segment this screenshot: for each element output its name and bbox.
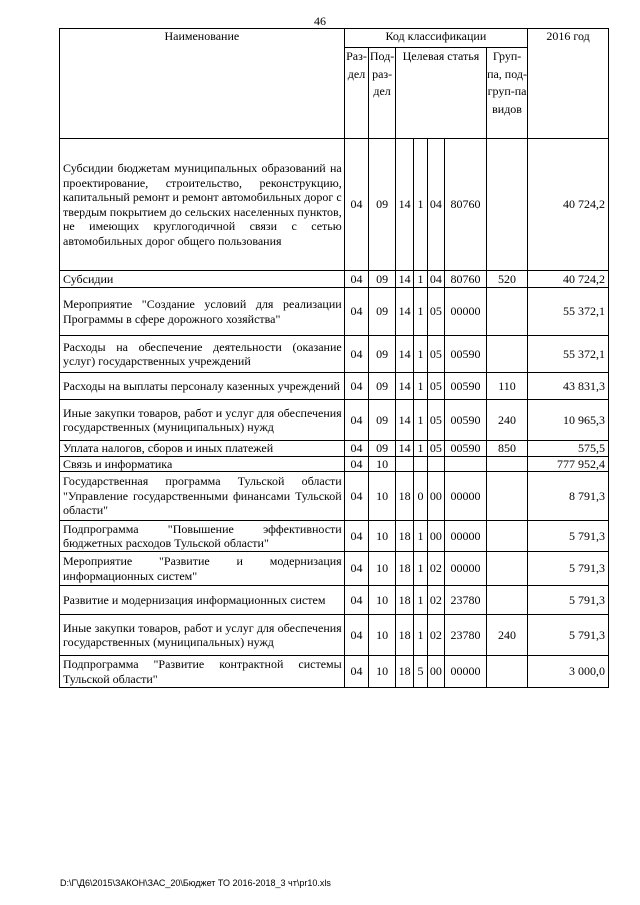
- row-target-program: 14: [395, 441, 413, 457]
- row-target-direction: 00000: [445, 656, 487, 688]
- row-group: [487, 472, 528, 521]
- row-group: [487, 586, 528, 615]
- row-podrazdel: 09: [369, 373, 396, 400]
- row-amount: 5 791,3: [528, 521, 609, 552]
- row-razdel: 04: [344, 373, 369, 400]
- row-razdel: 04: [344, 271, 369, 288]
- row-target-event: 00: [427, 521, 444, 552]
- row-target-program: 14: [395, 400, 413, 441]
- row-target-event: [427, 456, 444, 472]
- row-razdel: 04: [344, 615, 369, 656]
- row-target-direction: 23780: [445, 615, 487, 656]
- row-amount: 43 831,3: [528, 373, 609, 400]
- row-target-subprogram: 1: [414, 373, 427, 400]
- table-row: [60, 288, 609, 336]
- row-target-event: 05: [427, 373, 444, 400]
- row-group: 110: [487, 373, 528, 400]
- row-name: Субсидии бюджетам муниципальных образований на проектирование, строительство, реконструкцию, капитальный ремонт и ремонт автомобильных дорог с твердым покрытием до сельских населенных пунктов, не имеющих круглогодичной связи с сетью автомобильных дорог общего пользования: [60, 139, 345, 271]
- row-amount: 10 965,3: [528, 400, 609, 441]
- row-target-event: 05: [427, 288, 444, 336]
- table-row: [60, 615, 609, 656]
- row-podrazdel: 10: [369, 521, 396, 552]
- row-amount: 40 724,2: [528, 139, 609, 271]
- row-target-direction: 00590: [445, 373, 487, 400]
- row-target-event: 04: [427, 271, 444, 288]
- row-target-program: 14: [395, 271, 413, 288]
- row-target-subprogram: 1: [414, 586, 427, 615]
- row-target-subprogram: 5: [414, 656, 427, 688]
- row-podrazdel: 10: [369, 586, 396, 615]
- table-row: [60, 373, 609, 400]
- row-target-program: 18: [395, 552, 413, 586]
- header-group: Груп-па, под-груп-па видов: [487, 48, 528, 139]
- row-target-subprogram: 1: [414, 271, 427, 288]
- row-razdel: 04: [344, 656, 369, 688]
- row-amount: 575,5: [528, 441, 609, 457]
- row-podrazdel: 10: [369, 615, 396, 656]
- row-podrazdel: 09: [369, 400, 396, 441]
- row-group: [487, 552, 528, 586]
- row-podrazdel: 09: [369, 288, 396, 336]
- row-target-subprogram: 0: [414, 472, 427, 521]
- row-podrazdel: 10: [369, 472, 396, 521]
- row-amount: 40 724,2: [528, 271, 609, 288]
- row-amount: 55 372,1: [528, 336, 609, 373]
- row-target-subprogram: 1: [414, 441, 427, 457]
- row-podrazdel: 10: [369, 456, 396, 472]
- row-group: [487, 336, 528, 373]
- row-amount: 8 791,3: [528, 472, 609, 521]
- row-target-program: 18: [395, 615, 413, 656]
- row-group: 520: [487, 271, 528, 288]
- row-target-program: 18: [395, 472, 413, 521]
- row-razdel: 04: [344, 521, 369, 552]
- row-razdel: 04: [344, 288, 369, 336]
- row-target-event: 05: [427, 400, 444, 441]
- row-target-direction: 80760: [445, 271, 487, 288]
- row-podrazdel: 09: [369, 441, 396, 457]
- row-group: [487, 456, 528, 472]
- row-amount: 5 791,3: [528, 615, 609, 656]
- row-target-subprogram: [414, 456, 427, 472]
- row-name: Мероприятие "Развитие и модернизация информационных систем": [60, 552, 345, 586]
- row-target-event: 04: [427, 139, 444, 271]
- row-group: [487, 656, 528, 688]
- row-podrazdel: 09: [369, 336, 396, 373]
- row-amount: 5 791,3: [528, 586, 609, 615]
- page-number: 46: [314, 14, 326, 28]
- table-row: [60, 400, 609, 441]
- table-row: [60, 441, 609, 457]
- table-row: [60, 271, 609, 288]
- row-target-event: 02: [427, 586, 444, 615]
- table-row: [60, 456, 609, 472]
- row-name: Расходы на обеспечение деятельности (оказание услуг) государственных учреждений: [60, 336, 345, 373]
- row-target-subprogram: 1: [414, 552, 427, 586]
- row-target-program: 14: [395, 336, 413, 373]
- row-target-subprogram: 1: [414, 521, 427, 552]
- row-razdel: 04: [344, 552, 369, 586]
- row-target-program: [395, 456, 413, 472]
- row-podrazdel: 09: [369, 139, 396, 271]
- row-target-event: 05: [427, 441, 444, 457]
- table-row: [60, 586, 609, 615]
- header-code: Код классификации: [344, 29, 527, 48]
- row-name: Мероприятие "Создание условий для реализации Программы в сфере дорожного хозяйства": [60, 288, 345, 336]
- row-group: 850: [487, 441, 528, 457]
- header-target: Целевая статья: [395, 48, 486, 139]
- table-row: [60, 336, 609, 373]
- row-target-direction: 00000: [445, 521, 487, 552]
- row-name: Развитие и модернизация информационных систем: [60, 586, 345, 615]
- header-year: 2016 год: [528, 29, 609, 139]
- row-razdel: 04: [344, 586, 369, 615]
- header-name: Наименование: [60, 29, 345, 139]
- row-name: Подпрограмма "Повышение эффективности бюджетных расходов Тульской области": [60, 521, 345, 552]
- row-target-event: 00: [427, 656, 444, 688]
- row-target-subprogram: 1: [414, 615, 427, 656]
- row-target-program: 18: [395, 656, 413, 688]
- row-target-direction: 00000: [445, 288, 487, 336]
- row-razdel: 04: [344, 441, 369, 457]
- row-amount: 777 952,4: [528, 456, 609, 472]
- row-podrazdel: 10: [369, 656, 396, 688]
- row-name: Связь и информатика: [60, 456, 345, 472]
- row-target-direction: 23780: [445, 586, 487, 615]
- row-target-event: 02: [427, 615, 444, 656]
- row-target-direction: 80760: [445, 139, 487, 271]
- header-podrazdel: Под-раз-дел: [369, 48, 396, 139]
- row-name: Государственная программа Тульской области "Управление государственными финансами Тульской области": [60, 472, 345, 521]
- table-row: [60, 139, 609, 271]
- row-target-program: 18: [395, 586, 413, 615]
- row-razdel: 04: [344, 400, 369, 441]
- header-razdel: Раз-дел: [344, 48, 369, 139]
- row-target-program: 14: [395, 139, 413, 271]
- row-group: [487, 288, 528, 336]
- row-target-event: 02: [427, 552, 444, 586]
- row-target-program: 18: [395, 521, 413, 552]
- table-row: [60, 521, 609, 552]
- row-group: 240: [487, 615, 528, 656]
- row-name: Иные закупки товаров, работ и услуг для обеспечения государственных (муниципальных) нужд: [60, 615, 345, 656]
- table-row: [60, 472, 609, 521]
- row-target-program: 14: [395, 373, 413, 400]
- row-target-direction: 00590: [445, 400, 487, 441]
- row-group: [487, 521, 528, 552]
- row-target-subprogram: 1: [414, 139, 427, 271]
- row-target-direction: 00590: [445, 441, 487, 457]
- row-target-direction: [445, 456, 487, 472]
- table-row: [60, 552, 609, 586]
- row-amount: 3 000,0: [528, 656, 609, 688]
- row-group: [487, 139, 528, 271]
- row-target-event: 05: [427, 336, 444, 373]
- row-razdel: 04: [344, 472, 369, 521]
- row-target-subprogram: 1: [414, 400, 427, 441]
- row-target-event: 00: [427, 472, 444, 521]
- row-target-subprogram: 1: [414, 288, 427, 336]
- row-amount: 5 791,3: [528, 552, 609, 586]
- row-podrazdel: 10: [369, 552, 396, 586]
- row-name: Уплата налогов, сборов и иных платежей: [60, 441, 345, 457]
- budget-table: [59, 28, 609, 688]
- table-row: [60, 656, 609, 688]
- row-amount: 55 372,1: [528, 288, 609, 336]
- row-target-direction: 00000: [445, 552, 487, 586]
- row-group: 240: [487, 400, 528, 441]
- row-name: Субсидии: [60, 271, 345, 288]
- row-razdel: 04: [344, 456, 369, 472]
- row-podrazdel: 09: [369, 271, 396, 288]
- row-name: Подпрограмма "Развитие контрактной системы Тульской области": [60, 656, 345, 688]
- row-razdel: 04: [344, 139, 369, 271]
- row-razdel: 04: [344, 336, 369, 373]
- row-target-direction: 00590: [445, 336, 487, 373]
- row-name: Расходы на выплаты персоналу казенных учреждений: [60, 373, 345, 400]
- row-target-direction: 00000: [445, 472, 487, 521]
- row-target-program: 14: [395, 288, 413, 336]
- file-path-footer: D:\Г\Д6\2015\ЗАКОН\ЗАС_20\Бюджет ТО 2016-2018_3 чт\pr10.xls: [60, 878, 331, 888]
- row-name: Иные закупки товаров, работ и услуг для обеспечения государственных (муниципальных) нужд: [60, 400, 345, 441]
- row-target-subprogram: 1: [414, 336, 427, 373]
